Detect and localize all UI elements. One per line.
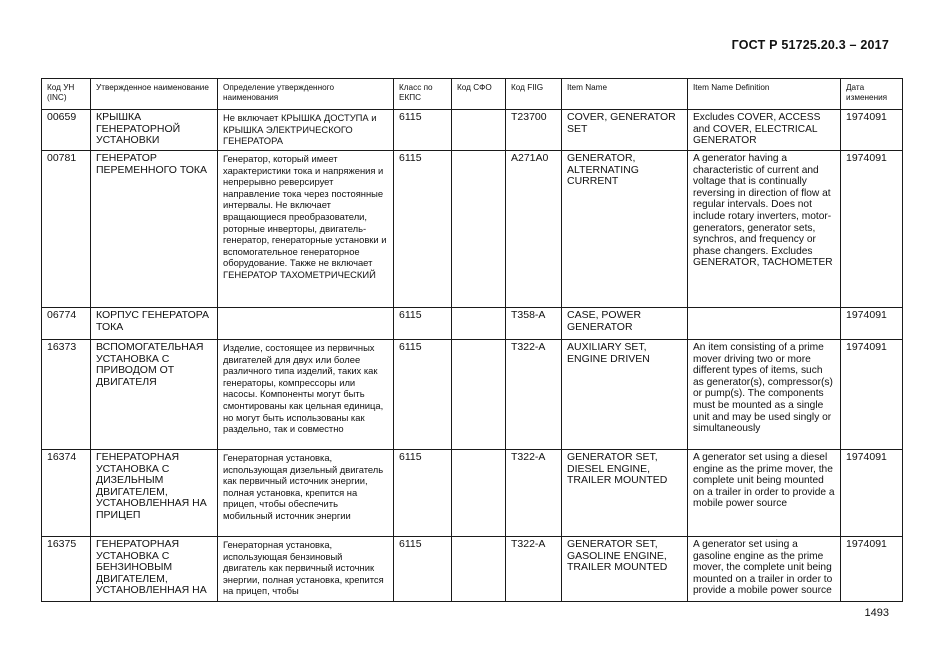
- cell-item-name-definition: A generator set using a gasoline engine as the prime mover, the complete unit being mounted on a trailer in order to provide a mobile power source: [688, 537, 841, 602]
- cell-change-date: 1974091: [841, 340, 903, 450]
- cell-inc: 00781: [42, 151, 91, 308]
- cell-approved-name: ГЕНЕРАТОР ПЕРЕМЕННОГО ТОКА: [91, 151, 218, 308]
- table-row: [42, 537, 903, 602]
- cell-item-name: GENERATOR SET, DIESEL ENGINE, TRAILER MOUNTED: [562, 450, 688, 537]
- cell-class: 6115: [394, 110, 452, 151]
- cell-class: 6115: [394, 308, 452, 340]
- cell-name-definition: [218, 308, 394, 340]
- column-header-inc: Код УН (INC): [42, 79, 91, 110]
- cell-item-name-definition: [688, 308, 841, 340]
- cell-sfo: [452, 450, 506, 537]
- column-header-sfo: Код СФО: [452, 79, 506, 110]
- column-header-change-date: Дата изменения: [841, 79, 903, 110]
- cell-item-name-definition: A generator set using a diesel engine as the prime mover, the complete unit being mounted on a trailer in order to provide a mobile power source: [688, 450, 841, 537]
- cell-approved-name: ГЕНЕРАТОРНАЯ УСТАНОВКА С БЕНЗИНОВЫМ ДВИГАТЕЛЕМ, УСТАНОВЛЕННАЯ НА: [91, 537, 218, 602]
- cell-class: 6115: [394, 340, 452, 450]
- cell-change-date: 1974091: [841, 450, 903, 537]
- cell-fiig: T322-A: [506, 450, 562, 537]
- cell-approved-name: КРЫШКА ГЕНЕРАТОРНОЙ УСТАНОВКИ: [91, 110, 218, 151]
- cell-approved-name: ГЕНЕРАТОРНАЯ УСТАНОВКА С ДИЗЕЛЬНЫМ ДВИГАТЕЛЕМ, УСТАНОВЛЕННАЯ НА ПРИЦЕП: [91, 450, 218, 537]
- nomenclature-table: [41, 78, 903, 602]
- cell-sfo: [452, 537, 506, 602]
- cell-class: 6115: [394, 450, 452, 537]
- cell-inc: 16374: [42, 450, 91, 537]
- cell-change-date: 1974091: [841, 308, 903, 340]
- table-row: [42, 110, 903, 151]
- cell-inc: 00659: [42, 110, 91, 151]
- column-header-item-name-definition: Item Name Definition: [688, 79, 841, 110]
- cell-sfo: [452, 308, 506, 340]
- cell-item-name: GENERATOR SET, GASOLINE ENGINE, TRAILER MOUNTED: [562, 537, 688, 602]
- cell-sfo: [452, 110, 506, 151]
- column-header-class: Класс по ЕКПС: [394, 79, 452, 110]
- cell-fiig: A271A0: [506, 151, 562, 308]
- cell-item-name: GENERATOR, ALTERNATING CURRENT: [562, 151, 688, 308]
- column-header-name-definition: Определение утвержденного наименования: [218, 79, 394, 110]
- cell-fiig: T322-A: [506, 537, 562, 602]
- cell-class: 6115: [394, 151, 452, 308]
- table-row: [42, 151, 903, 308]
- document-standard-number: ГОСТ Р 51725.20.3 – 2017: [731, 38, 889, 52]
- cell-sfo: [452, 340, 506, 450]
- cell-name-definition: Изделие, состоящее из первичных двигателей для двух или более различного типа изделий, таких как генераторы, компрессоры или насосы. Компоненты могут быть смонтированы как цельная единица, но могут быть использованы как раздельно, так и совместно: [218, 340, 394, 450]
- page-number: 1493: [864, 607, 889, 619]
- cell-inc: 16375: [42, 537, 91, 602]
- cell-approved-name: КОРПУС ГЕНЕРАТОРА ТОКА: [91, 308, 218, 340]
- cell-inc: 16373: [42, 340, 91, 450]
- cell-name-definition: Генераторная установка, использующая бензиновый двигатель как первичный источник энергии, полная установка, крепится на прицеп, чтобы: [218, 537, 394, 602]
- cell-fiig: T23700: [506, 110, 562, 151]
- cell-change-date: 1974091: [841, 110, 903, 151]
- cell-class: 6115: [394, 537, 452, 602]
- table-header-row: [42, 79, 903, 110]
- cell-fiig: T322-A: [506, 340, 562, 450]
- table-row: [42, 450, 903, 537]
- cell-name-definition: Не включает КРЫШКА ДОСТУПА и КРЫШКА ЭЛЕКТРИЧЕСКОГО ГЕНЕРАТОРА: [218, 110, 394, 151]
- cell-name-definition: Генератор, который имеет характеристики тока и напряжения и непрерывно реверсирует направление тока через постоянные интервалы. Не включает вращающиеся преобразователи, роторные инверторы, двигатель-генератор, генераторные установки и вспомогательное генераторное оборудование. Также не включает ГЕНЕРАТОР ТАХОМЕТРИЧЕСКИЙ: [218, 151, 394, 308]
- cell-item-name-definition: An item consisting of a prime mover driving two or more different types of items, such as generator(s), compressor(s) or pump(s). The components must be mounted as a single unit and may be used singly or simultaneously: [688, 340, 841, 450]
- cell-item-name: AUXILIARY SET, ENGINE DRIVEN: [562, 340, 688, 450]
- cell-item-name-definition: A generator having a characteristic of current and voltage that is continually reversing in direction of flow at regular intervals. Does not include rotary inverters, motor-generators, generator sets, synchros, and frequency or phase changers. Excludes GENERATOR, TACHOMETER: [688, 151, 841, 308]
- cell-item-name-definition: Excludes COVER, ACCESS and COVER, ELECTRICAL GENERATOR: [688, 110, 841, 151]
- cell-name-definition: Генераторная установка, использующая дизельный двигатель как первичный источник энергии, полная установка, крепится на прицеп, чтобы обеспечить мобильный источник энергии: [218, 450, 394, 537]
- cell-change-date: 1974091: [841, 151, 903, 308]
- column-header-fiig: Код FIIG: [506, 79, 562, 110]
- cell-item-name: COVER, GENERATOR SET: [562, 110, 688, 151]
- cell-item-name: CASE, POWER GENERATOR: [562, 308, 688, 340]
- cell-inc: 06774: [42, 308, 91, 340]
- table-row: [42, 340, 903, 450]
- cell-fiig: T358-A: [506, 308, 562, 340]
- column-header-item-name: Item Name: [562, 79, 688, 110]
- table-row: [42, 308, 903, 340]
- column-header-approved-name: Утвержденное наименование: [91, 79, 218, 110]
- cell-approved-name: ВСПОМОГАТЕЛЬНАЯ УСТАНОВКА С ПРИВОДОМ ОТ ДВИГАТЕЛЯ: [91, 340, 218, 450]
- cell-change-date: 1974091: [841, 537, 903, 602]
- cell-sfo: [452, 151, 506, 308]
